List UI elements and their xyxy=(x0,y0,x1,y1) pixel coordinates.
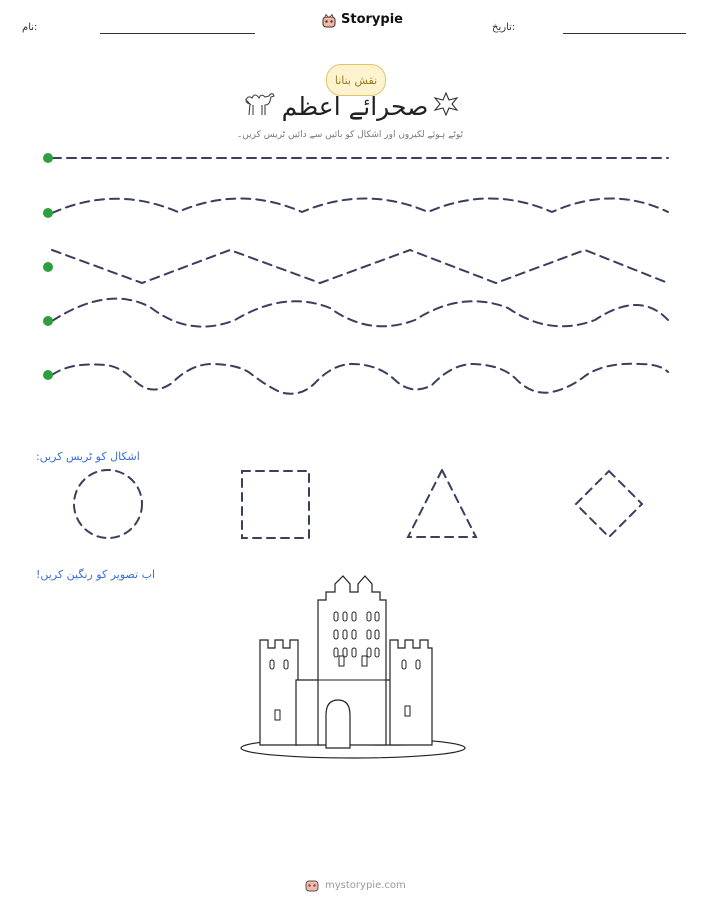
start-dot xyxy=(43,370,53,380)
coloring-label: اب تصویر کو رنگین کریں! xyxy=(36,568,156,581)
trace-line-wave xyxy=(52,364,668,394)
storypie-logo-icon xyxy=(305,878,319,892)
footer xyxy=(305,878,406,892)
date-field[interactable] xyxy=(563,33,686,34)
start-dot xyxy=(43,262,53,272)
camel-icon xyxy=(243,88,277,118)
start-dot xyxy=(43,208,53,218)
date-label: تاریخ: xyxy=(492,22,516,33)
circle-shape xyxy=(74,470,142,538)
name-field[interactable] xyxy=(100,33,255,34)
footer-url[interactable]: mystorypie.com xyxy=(325,879,406,891)
triangle-shape xyxy=(408,470,476,537)
star-icon xyxy=(433,92,459,116)
start-dot xyxy=(43,316,53,326)
trace-line-zigzag xyxy=(52,250,668,283)
instructions: ٹوٹے ہوئے لکیروں اور اشکال کو بائیں سے دائیں ٹریس کریں۔ xyxy=(236,130,464,140)
diamond-shape xyxy=(576,471,642,537)
brand-name: Storypie xyxy=(341,12,403,27)
castle-illustration xyxy=(240,570,470,765)
trace-line-curvy-1 xyxy=(52,199,668,214)
brand xyxy=(322,12,403,27)
shapes-label: اشکال کو ٹریس کریں: xyxy=(36,450,140,463)
tracing-shapes xyxy=(0,460,709,550)
page-title: صحرائے اعظم xyxy=(281,92,429,121)
square-shape xyxy=(242,471,309,538)
trace-line-curvy-2 xyxy=(52,299,668,327)
name-label: نام: xyxy=(22,22,38,33)
activity-badge: نقش بنانا xyxy=(326,64,386,96)
storypie-logo-icon xyxy=(322,13,336,27)
tracing-lines xyxy=(0,140,709,400)
start-dot xyxy=(43,153,53,163)
